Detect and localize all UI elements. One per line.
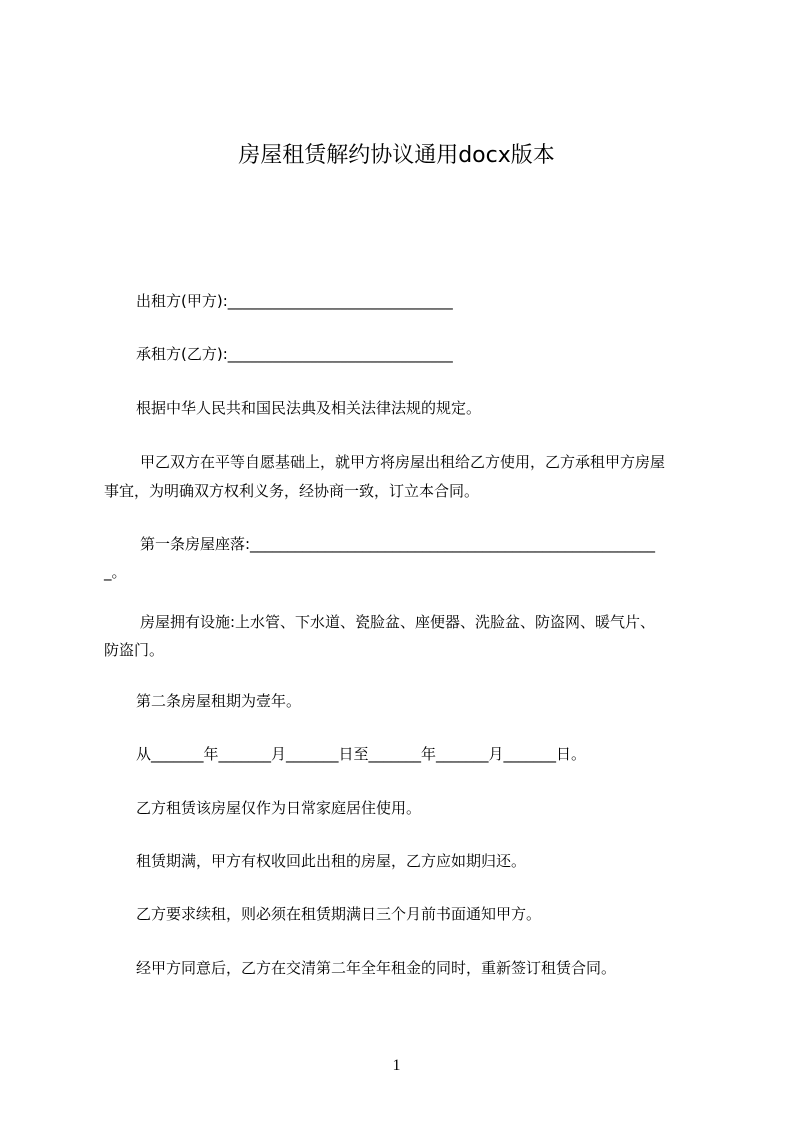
facilities-paragraph-line1: 房屋拥有设施:上水管、下水道、瓷脸盆、座便器、洗脸盆、防盗网、暖气片、 [140, 613, 656, 631]
legal-basis-paragraph: 根据中华人民共和国民法典及相关法律法规的规定。 [136, 399, 482, 417]
article1-location-line1: 第一条房屋座落:______________________________________________________ [140, 535, 656, 553]
intro-paragraph-line2: 事宜，为明确双方权利义务，经协商一致，订立本合同。 [104, 482, 480, 500]
article1-location-line2: _。 [104, 563, 127, 581]
lease-period-line: 从_______年_______月_______日至_______年_______月_______日。 [136, 745, 587, 763]
expiry-paragraph: 租赁期满，甲方有权收回此出租的房屋，乙方应如期归还。 [136, 852, 527, 870]
lessor-line: 出租方(甲方):______________________________ [136, 292, 453, 310]
intro-paragraph-line1: 甲乙双方在平等自愿基础上，就甲方将房屋出租给乙方使用，乙方承租甲方房屋 [140, 453, 666, 471]
renewal-notice-paragraph: 乙方要求续租，则必须在租赁期满日三个月前书面通知甲方。 [136, 905, 542, 923]
document-title: 房屋租赁解约协议通用docx版本 [238, 143, 555, 168]
renewal-terms-paragraph: 经甲方同意后，乙方在交清第二年全年租金的同时，重新签订租赁合同。 [136, 959, 617, 977]
usage-paragraph: 乙方租赁该房屋仅作为日常家庭居住使用。 [136, 799, 422, 817]
facilities-paragraph-line2: 防盗门。 [104, 641, 165, 659]
lessee-line: 承租方(乙方):______________________________ [136, 345, 453, 363]
article2-term: 第二条房屋租期为壹年。 [136, 692, 302, 710]
page-number: 1 [392, 1057, 401, 1074]
